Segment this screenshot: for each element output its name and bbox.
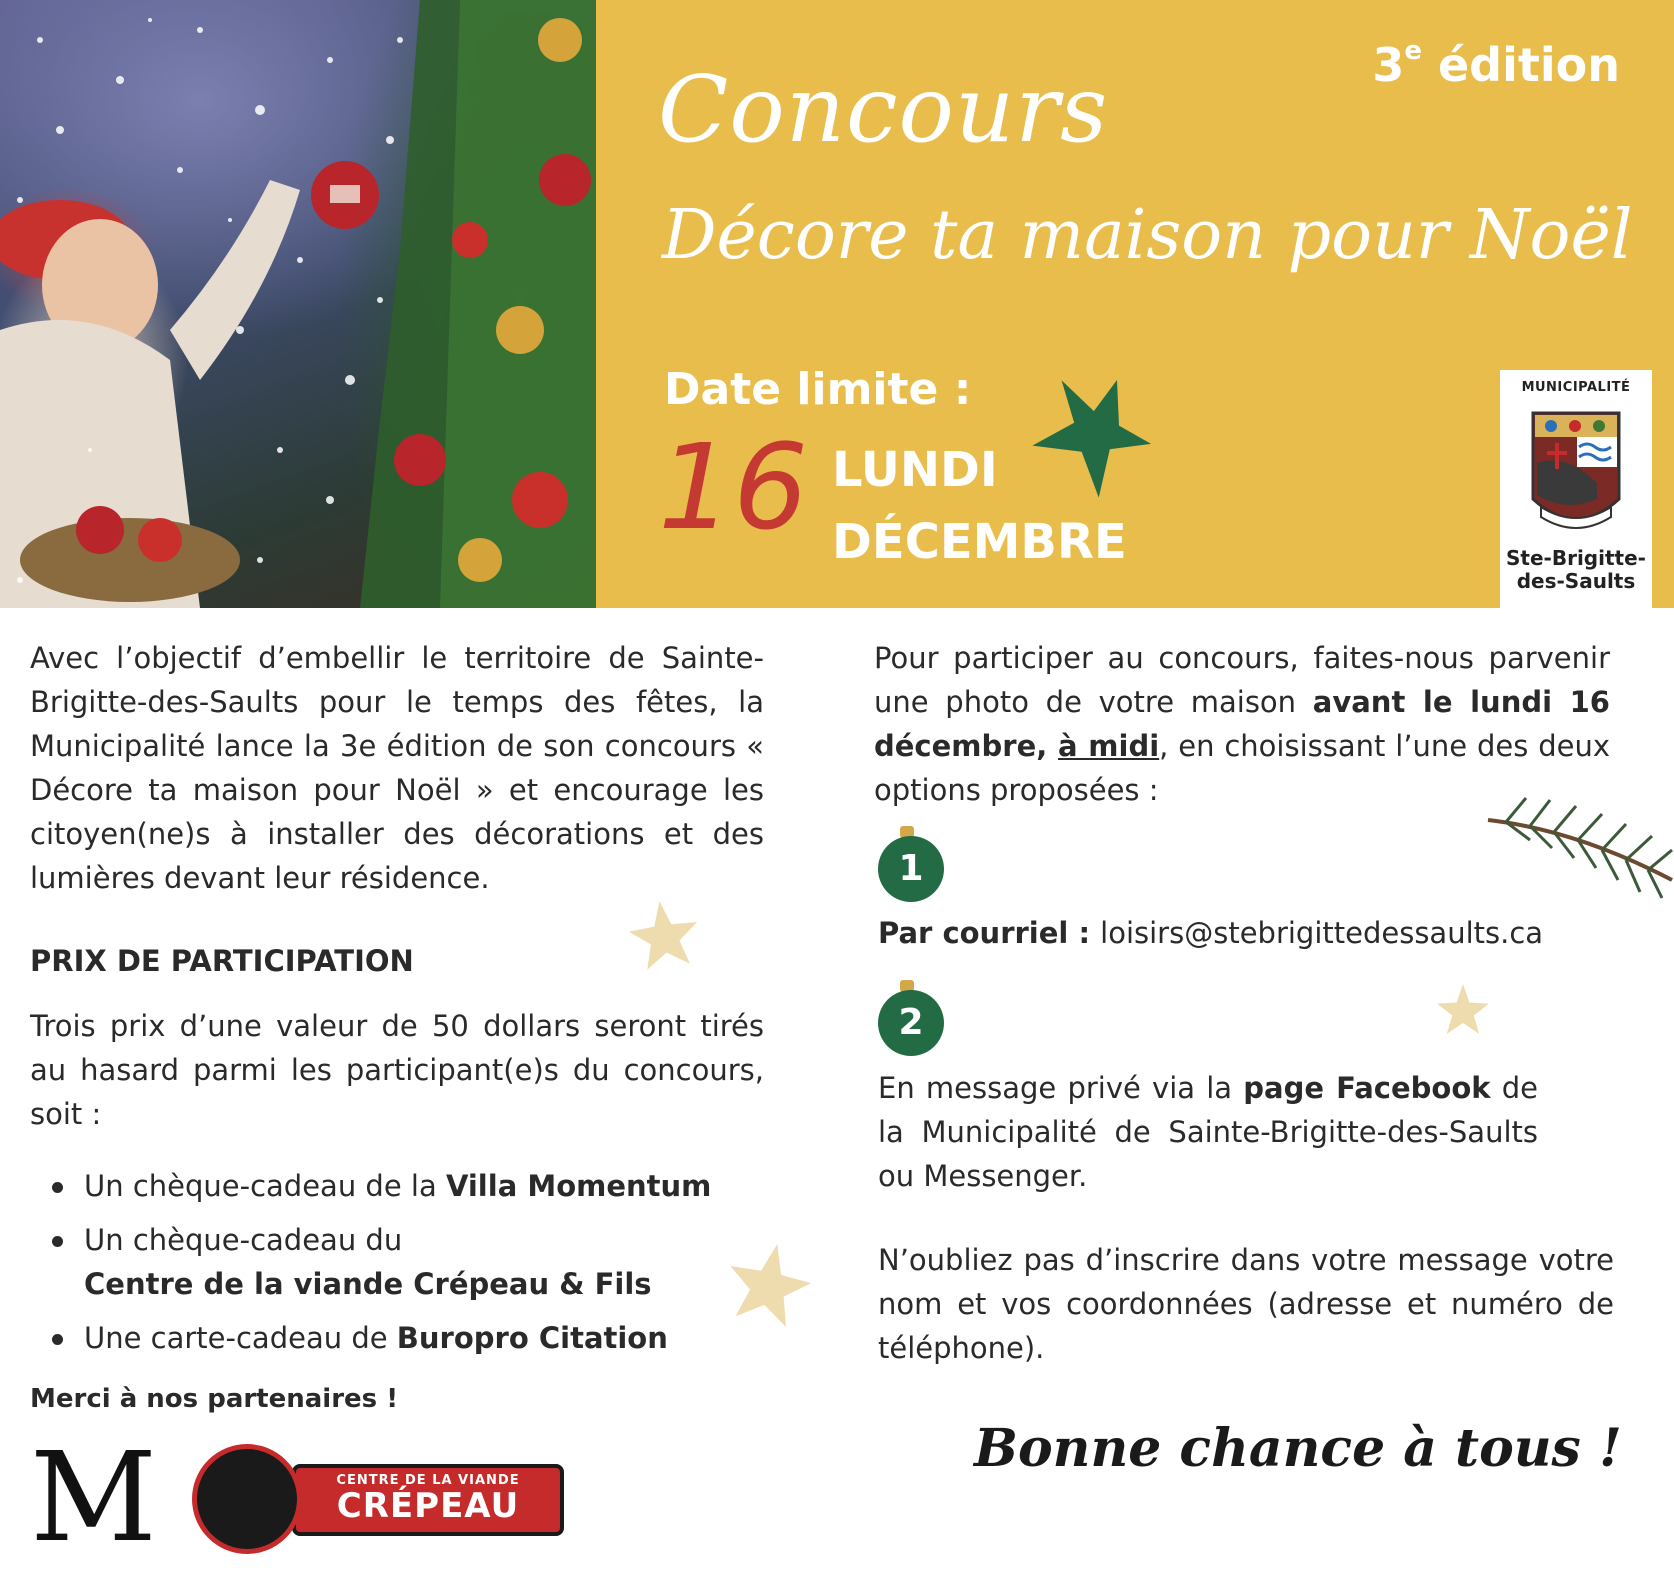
green-star-icon xyxy=(1030,374,1154,498)
logo-top-text: MUNICIPALITÉ xyxy=(1521,380,1631,395)
municipality-logo xyxy=(1500,370,1652,608)
email-address[interactable]: loisirs@stebrigittedessaults.ca xyxy=(1100,916,1544,950)
reminder-paragraph: N’oubliez pas d’inscrire dans votre message votre nom et vos coordonnées (adresse et numéro de téléphone). xyxy=(878,1243,1614,1365)
villa-momentum-logo: M xyxy=(30,1426,157,1570)
prize-paragraph: Trois prix d’une valeur de 50 dollars seront tirés au hasard parmi les participant(e)s du concours, soit : xyxy=(30,1009,764,1131)
gold-star-icon xyxy=(726,1240,812,1326)
thanks-text: Merci à nos partenaires ! xyxy=(30,1384,399,1414)
gold-star-icon xyxy=(1436,982,1490,1036)
deadline-label: Date limite : xyxy=(664,364,972,415)
pine-branch-icon xyxy=(1486,790,1674,900)
participation-paragraph: Pour participer au concours, faites-nous parvenir une photo de votre maison avant le lundi 16 décembre, à midi, en choisissant l’une des deux options proposées : xyxy=(874,641,1610,807)
option-email: Par courriel : loisirs@stebrigittedessaults.ca xyxy=(878,916,1544,950)
list-item: Une carte-cadeau de Buropro Citation xyxy=(50,1316,764,1360)
title-line-1: Concours xyxy=(658,56,1109,163)
header-photo xyxy=(0,0,596,608)
deadline-day-name: LUNDI xyxy=(832,442,998,498)
closing-message: Bonne chance à tous ! xyxy=(974,1418,1622,1479)
crepeau-logo xyxy=(192,1444,570,1554)
list-item: Un chèque-cadeau de la Villa Momentum xyxy=(50,1164,764,1208)
option-facebook: En message privé via la page Facebook de la Municipalité de Sainte-Brigitte-des-Saults ou Messenger. xyxy=(878,1071,1538,1193)
edition-label: 3e édition xyxy=(1372,36,1620,92)
crepeau-logo-bar: CENTRE DE LA VIANDE CRÉPEAU xyxy=(292,1464,564,1536)
intro-paragraph: Avec l’objectif d’embellir le territoire de Sainte-Brigitte-des-Saults pour le temps des fêtes, la Municipalité lance la 3e édition de son concours « Décore ta maison pour Noël » et encourage les citoyen(ne)s à installer des décorations et des lumières devant leur résidence. xyxy=(30,641,764,895)
crepeau-logo-emblem xyxy=(192,1444,302,1554)
gold-star-icon xyxy=(628,898,700,970)
list-item: Un chèque-cadeau du Centre de la viande Crépeau & Fils xyxy=(50,1218,764,1306)
photo-illustration xyxy=(0,0,596,608)
title-line-2: Décore ta maison pour Noël xyxy=(662,196,1633,275)
option-1-ornament: 1 xyxy=(878,826,948,906)
logo-name: Ste-Brigitte- des-Saults xyxy=(1506,546,1646,593)
crest-icon xyxy=(1527,403,1625,543)
prize-list xyxy=(50,1164,764,1370)
deadline-month: DÉCEMBRE xyxy=(832,514,1127,570)
option-2-ornament: 2 xyxy=(878,980,948,1060)
prize-heading: PRIX DE PARTICIPATION xyxy=(30,944,414,978)
deadline-day-number: 16 xyxy=(658,418,809,556)
